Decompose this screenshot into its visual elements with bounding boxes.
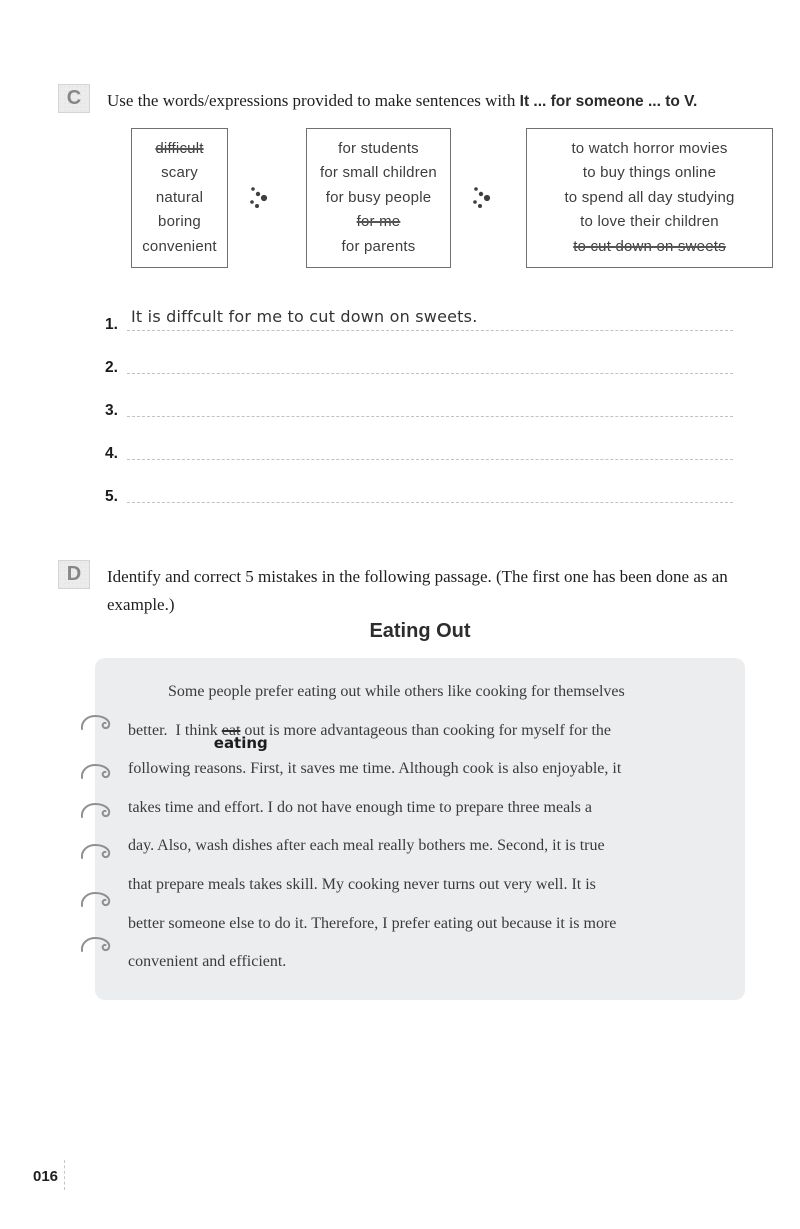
dots-arrow-icon: [471, 185, 493, 211]
word-item: to love their children: [580, 213, 719, 231]
passage-title: Eating Out: [369, 620, 471, 642]
answer-row: [105, 470, 733, 513]
passage-line: convenient and efficient.: [128, 953, 287, 971]
passage-line: better. I think eat eating out is more advantageous than cooking for myself for the: [128, 712, 719, 751]
binder-ring-icon: [79, 935, 113, 955]
passage-line: following reasons. First, it saves me time. Although cook is also enjoyable, it: [128, 760, 622, 778]
corrected-word: [213, 712, 268, 752]
word-item: for students: [338, 139, 419, 157]
answer-number: 1.: [105, 316, 118, 333]
answer-line: [127, 350, 733, 374]
dots-arrow-icon: [248, 185, 270, 211]
answer-row: [105, 427, 733, 470]
word-item: convenient: [142, 237, 217, 255]
passage-line: Some people prefer eating out while others like cooking for themselves: [168, 683, 625, 700]
passage-text: [128, 673, 719, 982]
word-item: for parents: [341, 237, 416, 255]
exercise-d-label: D: [58, 560, 90, 589]
exercise-c-label: C: [58, 84, 90, 113]
answer-number: 2.: [105, 359, 118, 376]
word-boxes-row: [131, 128, 773, 268]
binder-ring-icon: [79, 762, 113, 782]
exercise-c-instruction-text: Use the words/expressions provided to make sentences with: [107, 91, 520, 110]
answer-number: 4.: [105, 445, 118, 462]
exercise-d-header: [58, 560, 755, 619]
page-number-divider: [64, 1160, 65, 1190]
word-item: for busy people: [325, 188, 432, 206]
word-item: to cut down on sweets: [573, 237, 726, 255]
answer-row: [105, 384, 733, 427]
handwritten-correction: eating: [213, 733, 268, 752]
answers-list: [105, 298, 733, 513]
answer-number: 3.: [105, 402, 118, 419]
word-item: for small children: [320, 164, 437, 182]
binder-ring-icon: [79, 713, 113, 733]
struck-word: eat: [221, 721, 241, 739]
word-box-adjectives: [131, 128, 228, 268]
page-number: 016: [33, 1168, 59, 1185]
binder-ring-icon: [79, 842, 113, 862]
passage-line: day. Also, wash dishes after each meal really bothers me. Second, it is true: [128, 837, 605, 855]
word-item: for me: [356, 213, 401, 231]
binder-ring-icon: [79, 890, 113, 910]
answer-text: It is diffcult for me to cut down on sweets.: [131, 307, 478, 326]
answer-line: [127, 393, 733, 417]
passage-line: that prepare meals takes skill. My cooking never turns out very well. It is: [128, 875, 596, 893]
answer-row: [105, 298, 733, 341]
exercise-c-header: [58, 84, 697, 116]
answer-row: [105, 341, 733, 384]
word-item: to spend all day studying: [564, 188, 735, 206]
word-box-to-phrases: [526, 128, 773, 268]
answer-number: 5.: [105, 488, 118, 505]
exercise-d-instruction: Identify and correct 5 mistakes in the following passage. (The first one has been done as an example.): [107, 567, 728, 614]
word-item: to buy things online: [582, 164, 717, 182]
exercise-c-instruction: [107, 87, 697, 116]
answer-line: [127, 479, 733, 503]
word-item: difficult: [155, 139, 204, 157]
word-box-for-phrases: [306, 128, 451, 268]
exercise-c-pattern-text: It ... for someone ... to V.: [519, 93, 698, 110]
passage-line: takes time and effort. I do not have enough time to prepare three meals a: [128, 798, 592, 816]
passage-box: [95, 658, 745, 1000]
answer-line: [127, 307, 733, 331]
word-item: scary: [161, 164, 198, 182]
passage-line: better someone else to do it. Therefore, I prefer eating out because it is more: [128, 914, 617, 932]
answer-line: [127, 436, 733, 460]
word-item: to watch horror movies: [571, 139, 728, 157]
binder-ring-icon: [79, 801, 113, 821]
word-item: boring: [158, 213, 201, 231]
word-item: natural: [155, 188, 204, 206]
